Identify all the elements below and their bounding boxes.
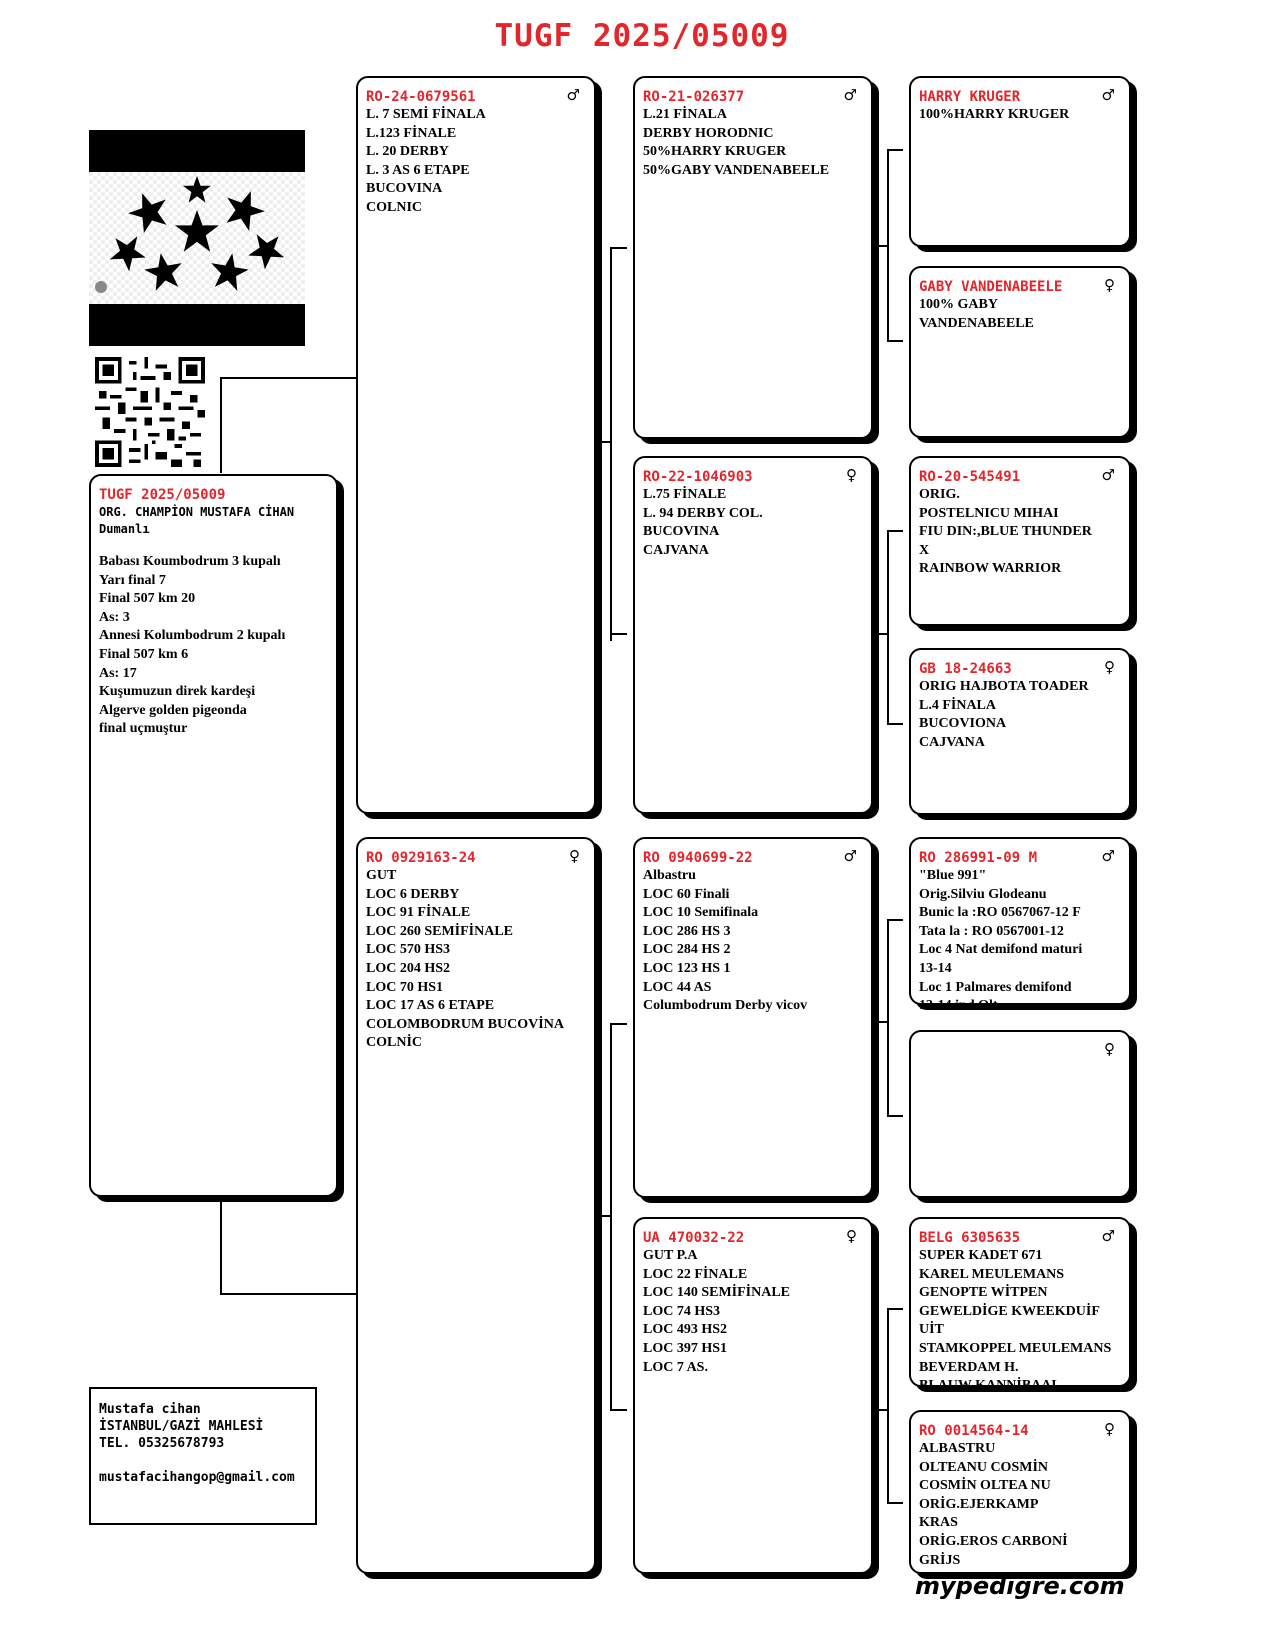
pedigree-line: GUT (366, 868, 397, 883)
subject-note: Kuşumuzun direk kardeşi (99, 684, 256, 700)
breeder-contact-box (89, 1387, 317, 1525)
connector (887, 1308, 903, 1310)
pedigree-line: COLNIC (366, 199, 423, 215)
pedigree-line: UİT (919, 1322, 944, 1338)
connector (887, 919, 889, 1117)
connector (596, 441, 612, 443)
pedigree-line: GENOPTE WİTPEN (919, 1285, 1048, 1301)
pedigree-line: Orig.Silviu Glodeanu (919, 886, 1047, 902)
connector (873, 245, 889, 247)
connector (887, 1502, 903, 1504)
ddd-card (909, 1410, 1131, 1574)
pedigree-line: POSTELNICU MIHAI (919, 505, 1059, 521)
sire-dam-card (633, 456, 873, 814)
pedigree-line: KAREL MEULEMANS (919, 1266, 1065, 1282)
ring-number: RO-24-0679561 (366, 89, 476, 105)
subject-pigeon-card (89, 474, 338, 1197)
pedigree-line: BUCOVINA (366, 181, 443, 197)
ring-number: RO 0014564-14 (919, 1423, 1029, 1439)
pedigree-line: LOC 284 HS 2 (643, 942, 731, 958)
pedigree-line: GUT P.A (643, 1248, 698, 1263)
dam-dam-card (633, 1217, 873, 1574)
connector (220, 377, 356, 379)
pedigree-line: 100% GABY (919, 297, 998, 312)
pedigree-line: LOC 493 HS2 (643, 1322, 728, 1338)
pedigree-line: GEWELDİGE KWEEKDUİF (919, 1303, 1100, 1319)
pedigree-line: LOC 570 HS3 (366, 942, 451, 958)
subject-note: As: 3 (99, 609, 130, 625)
pedigree-line: "Blue 991" (919, 868, 987, 883)
connector (887, 1308, 889, 1504)
pedigree-line: DERBY HORODNIC (643, 125, 774, 141)
ring-number: GABY VANDENABEELE (919, 279, 1063, 295)
pedigree-line: Loc 1 Palmares demifond (919, 979, 1072, 995)
pedigree-line: Columbodrum Derby vicov (643, 998, 808, 1014)
connector (887, 530, 903, 532)
connector (610, 1023, 627, 1025)
ring-number: RO-20-545491 (919, 469, 1021, 485)
pedigree-line: LOC 22 FİNALE (643, 1266, 748, 1282)
pedigree-line: 50%GABY VANDENABEELE (643, 162, 830, 178)
subject-note: Algerve golden pigeonda (99, 702, 247, 718)
connector (610, 1409, 627, 1411)
pedigree-line: LOC 70 HS1 (366, 979, 444, 995)
qr-code (95, 357, 205, 467)
pedigree-line: Tata la : RO 0567001-12 (919, 923, 1064, 939)
pedigree-line: LOC 204 HS2 (366, 960, 451, 976)
dds-card (909, 1217, 1131, 1394)
connector (887, 723, 903, 725)
pedigree-line: Bunic la :RO 0567067-12 F (919, 905, 1081, 921)
pedigree-line: 100%HARRY KRUGER (919, 107, 1070, 122)
pedigree-line: L. 7 SEMİ FİNALA (366, 107, 486, 122)
pedigree-line: BLAUW KANNİBAAL (919, 1378, 1061, 1394)
pedigree-line: LOC 60 Finali (643, 886, 730, 902)
pedigree-line: LOC 140 SEMİFİNALE (643, 1285, 791, 1301)
subject-note: Babası Koumbodrum 3 kupalı (99, 554, 281, 569)
starball-icon (89, 172, 305, 304)
pedigree-line: LOC 397 HS1 (643, 1340, 728, 1356)
pedigree-line: LOC 6 DERBY (366, 886, 460, 902)
ring-number: RO 286991-09 M (919, 850, 1038, 866)
pedigree-line: BEVERDAM H. (919, 1359, 1019, 1375)
pedigree-line: VANDENABEELE (919, 315, 1034, 331)
subject-note: Final 507 km 6 (99, 646, 189, 662)
pedigree-line: LOC 260 SEMİFİNALE (366, 923, 514, 939)
sdd-card (909, 648, 1131, 815)
subject-line: Dumanlı (99, 522, 150, 536)
sds-card (909, 456, 1131, 626)
pedigree-line: ORİG.EROS CARBONİ (919, 1533, 1068, 1549)
pedigree-line: COSMİN OLTEA NU (919, 1478, 1051, 1494)
connector (887, 530, 889, 725)
pedigree-line: X (919, 542, 930, 558)
female-icon: ♀ (846, 1227, 857, 1245)
dam-card (356, 837, 596, 1574)
ring-number: GB 18-24663 (919, 661, 1012, 677)
female-icon: ♀ (846, 466, 857, 484)
pedigree-line: LOC 123 HS 1 (643, 960, 731, 976)
connector (873, 1409, 889, 1411)
ring-number: RO 0940699-22 (643, 850, 753, 866)
pedigree-line: ORIG HAJBOTA TOADER (919, 679, 1089, 694)
connector (887, 340, 903, 342)
breeder-name: Mustafa cihan (99, 1402, 201, 1417)
pedigree-line: ORİG.EJERKAMP (919, 1496, 1039, 1512)
pedigree-line: FIU DIN:,BLUE THUNDER (919, 524, 1092, 540)
male-icon: ♂ (1101, 1227, 1115, 1245)
pedigree-line: L. 20 DERBY (366, 144, 449, 160)
male-icon: ♂ (1101, 466, 1115, 484)
connector (887, 919, 903, 921)
ring-number: RO 0929163-24 (366, 850, 476, 866)
pedigree-line: L.4 FİNALA (919, 697, 997, 713)
connector (610, 633, 627, 635)
subject-ring-number: TUGF 2025/05009 (99, 487, 226, 503)
connector (873, 633, 889, 635)
pedigree-line: ALBASTRU (919, 1441, 996, 1456)
pedigree-line: L.75 FİNALE (643, 487, 727, 502)
connector (887, 1115, 903, 1117)
pedigree-line: CAJVANA (919, 734, 985, 750)
pedigree-line: CAJVANA (643, 542, 709, 558)
subject-note: Yarı final 7 (99, 572, 166, 588)
pedigree-line: LOC 7 AS. (643, 1359, 708, 1375)
pedigree-line: BUCOVINA (643, 524, 720, 540)
connector (220, 1195, 222, 1295)
contact-spacer (99, 1452, 307, 1469)
connector (220, 1293, 356, 1295)
female-icon: ♀ (1104, 1420, 1115, 1438)
ring-number: BELG 6305635 (919, 1230, 1021, 1246)
connector (887, 149, 903, 151)
female-icon: ♀ (1104, 1040, 1115, 1058)
subject-note: final uçmuştur (99, 721, 188, 737)
pedigree-line: GRİJS (919, 1552, 961, 1568)
pedigree-line: 13-14 (919, 960, 952, 976)
breeder-phone: TEL. 05325678793 (99, 1436, 225, 1451)
male-icon: ♂ (1101, 847, 1115, 865)
pedigree-line: 50%HARRY KRUGER (643, 144, 787, 160)
pedigree-line: LOC 17 AS 6 ETAPE (366, 998, 495, 1014)
connector (873, 1021, 889, 1023)
male-icon: ♂ (843, 847, 857, 865)
sire-sire-card (633, 76, 873, 439)
subject-note: Annesi Kolumbodrum 2 kupalı (99, 628, 286, 644)
breeder-email: mustafacihangop@gmail.com (99, 1470, 295, 1485)
pedigree-line: Loc 4 Nat demifond maturi (919, 942, 1083, 958)
male-icon: ♂ (1101, 86, 1115, 104)
pedigree-line: COLNİC (366, 1035, 423, 1051)
champions-league-logo (89, 130, 305, 346)
sire-card (356, 76, 596, 814)
ssd-card (909, 266, 1131, 438)
dam-sire-card (633, 837, 873, 1198)
pedigree-line: STAMKOPPEL MEULEMANS (919, 1340, 1112, 1356)
pedigree-line: 13-14 ind Olt (919, 998, 998, 1014)
ring-number: RO-22-1046903 (643, 469, 753, 485)
pedigree-line: LOC 44 AS (643, 979, 712, 995)
pedigree-line: Albastru (643, 868, 696, 883)
connector (220, 377, 222, 473)
pedigree-line: RAINBOW WARRIOR (919, 561, 1062, 577)
connector (610, 1023, 612, 1411)
pedigree-line: L. 94 DERBY COL. (643, 505, 763, 521)
pedigree-line: SUPER KADET 671 (919, 1248, 1043, 1263)
connector (610, 247, 627, 249)
male-icon: ♂ (843, 86, 857, 104)
dsd-card (909, 1030, 1131, 1198)
pedigree-line: KRAS (919, 1515, 958, 1531)
pedigree-title: TUGF 2025/05009 (494, 18, 790, 54)
subject-note: Final 507 km 20 (99, 591, 196, 607)
pedigree-line: LOC 10 Semifinala (643, 905, 759, 921)
female-icon: ♀ (569, 847, 580, 865)
male-icon: ♂ (566, 86, 580, 104)
pedigree-line: L. 3 AS 6 ETAPE (366, 162, 470, 178)
pedigree-line: LOC 74 HS3 (643, 1303, 721, 1319)
pedigree-line: LOC 91 FİNALE (366, 905, 471, 921)
connector (596, 1215, 612, 1217)
pedigree-line: L.123 FİNALE (366, 125, 457, 141)
ring-number: HARRY KRUGER (919, 89, 1021, 105)
dss-card (909, 837, 1131, 1014)
subject-line: ORG. CHAMPİON MUSTAFA CİHAN (99, 505, 295, 519)
female-icon: ♀ (1104, 658, 1115, 676)
subject-note: As: 17 (99, 665, 137, 681)
ring-number: RO-21-026377 (643, 89, 745, 105)
website-logo[interactable]: mypedigre.com (915, 1572, 1125, 1600)
ring-number: UA 470032-22 (643, 1230, 745, 1246)
pedigree-line: L.21 FİNALA (643, 107, 728, 122)
pedigree-line: COLOMBODRUM BUCOVİNA (366, 1016, 564, 1032)
pedigree-line: OLTEANU COSMİN (919, 1459, 1049, 1475)
pedigree-line: ORIG. (919, 487, 960, 502)
female-icon: ♀ (1104, 276, 1115, 294)
pedigree-line: LOC 286 HS 3 (643, 923, 731, 939)
pedigree-line: BUCOVIONA (919, 716, 1007, 732)
breeder-address: İSTANBUL/GAZİ MAHLESİ (99, 1419, 264, 1434)
sss-card (909, 76, 1131, 247)
